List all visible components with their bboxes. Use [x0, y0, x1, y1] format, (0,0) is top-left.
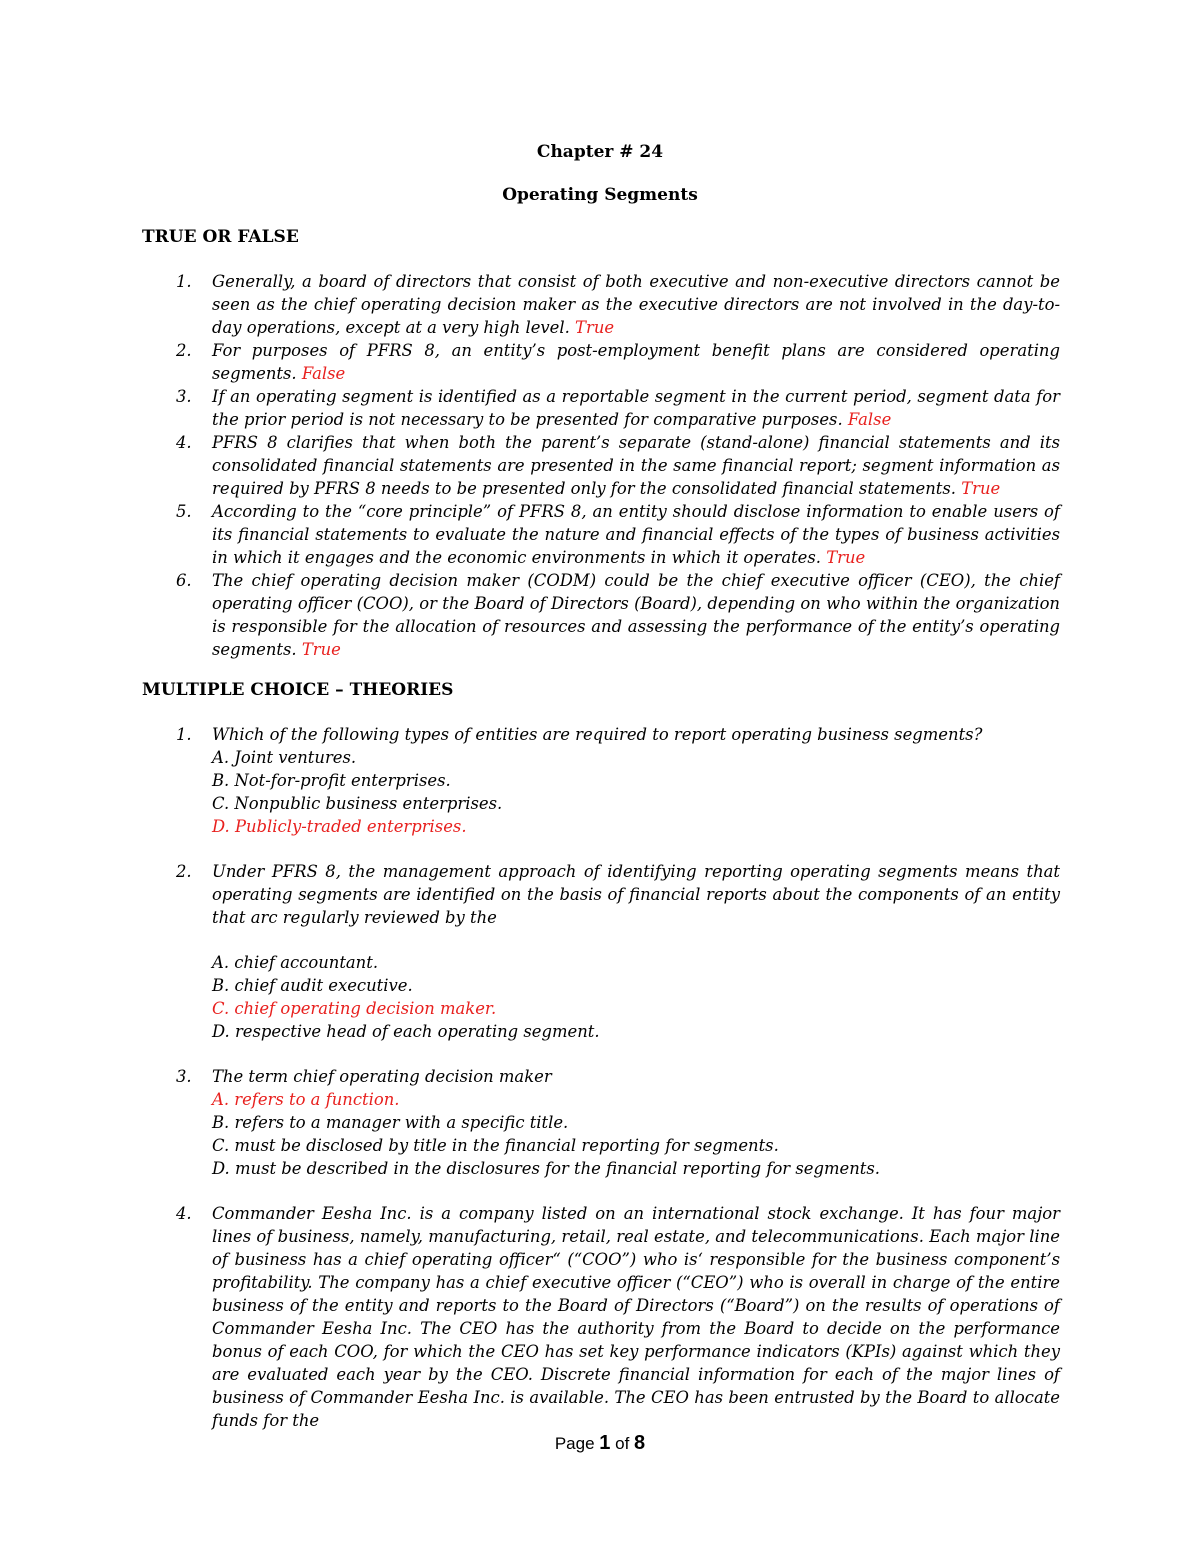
tf-answer: True	[301, 640, 341, 659]
tf-item: 2. For purposes of PFRS 8, an entity’s post-employment benefit plans are considered operating segments. False	[176, 341, 1060, 383]
tf-answer: True	[826, 548, 866, 567]
mc-question: 1. Which of the following types of entities are required to report operating business segments? A. Joint ventures. B. Not-for-profit enterprises. C. Nonpublic business enterprises. D. Publicly-traded enterprises.	[142, 723, 1060, 838]
mc-option: B. refers to a manager with a specific title.	[212, 1113, 569, 1132]
page-number: 1	[599, 1432, 611, 1454]
mc-option: A. Joint ventures.	[212, 748, 357, 767]
mc-option: D. must be described in the disclosures for the financial reporting for segments.	[212, 1159, 880, 1178]
mc-option: C. Nonpublic business enterprises.	[212, 794, 503, 813]
tf-item: 3. If an operating segment is identified as a reportable segment in the current period, segment data for the prior period is not necessary to be presented for comparative purposes. False	[176, 387, 1060, 429]
multiple-choice-list	[142, 723, 1060, 1432]
mc-option-correct: C. chief operating decision maker.	[212, 999, 497, 1018]
tf-answer: False	[847, 410, 892, 429]
tf-answer: True	[575, 318, 615, 337]
tf-answer: True	[961, 479, 1001, 498]
mc-option: D. respective head of each operating segment.	[212, 1022, 600, 1041]
mc-option: A. chief accountant.	[212, 953, 379, 972]
mc-option-correct: A. refers to a function.	[212, 1090, 400, 1109]
mc-question: 3. The term chief operating decision maker A. refers to a function. B. refers to a manager with a specific title. C. must be disclosed by title in the financial reporting for segments. D. must be described in the disclosures for the financial reporting for segments.	[142, 1065, 1060, 1180]
tf-item: 5. According to the “core principle” of PFRS 8, an entity should disclose information to enable users of its financial statements to evaluate the nature and financial effects of the types of business activities in which it engages and the economic environments in which it operates. True	[176, 502, 1060, 567]
mc-question: 2. Under PFRS 8, the management approach of identifying reporting operating segments means that operating segments are identified on the basis of financial reports about the components of an entity that arc regularly reviewed by the A. chief accountant. B. chief audit executive. C. chief operating decision maker. D. respective head of each operating segment.	[176, 862, 1060, 1041]
mc-option-correct: D. Publicly-traded enterprises.	[212, 817, 467, 836]
tf-answer: False	[301, 364, 346, 383]
page-total: 8	[634, 1432, 646, 1454]
mc-question: 4. Commander Eesha Inc. is a company listed on an international stock exchange. It has four major lines of business, namely, manufacturing, retail, real estate, and telecommunications. Each major line of business has a chief operating officer“ (“COO”) who is‘ responsible for the business component’s profitability. The company has a chief executive officer (“CEO”) who is overall in charge of the entire business of the entity and reports to the Board of Directors (“Board”) on the results of operations of Commander Eesha Inc. The CEO has the authority from the Board to decide on the performance bonus of each COO, for which the CEO has set key performance indicators (KPIs) against which they are evaluated each year by the CEO. Discrete financial information for each of the major lines of business of Commander Eesha Inc. is available. The CEO has been entrusted by the Board to allocate funds for the	[176, 1204, 1060, 1430]
tf-item: 1. Generally, a board of directors that consist of both executive and non-executive directors cannot be seen as the chief operating decision maker as the executive directors are not involved in the day-to-day operations, except at a very high level. True	[176, 272, 1060, 337]
multiple-choice-heading: MULTIPLE CHOICE – THEORIES	[142, 680, 454, 700]
chapter-subtitle: Operating Segments	[502, 185, 698, 205]
mc-option: B. Not-for-profit enterprises.	[212, 771, 451, 790]
page-footer: Page 1 of 8	[554, 1432, 646, 1454]
true-false-list	[142, 270, 1060, 661]
mc-option: B. chief audit executive.	[212, 976, 413, 995]
true-false-heading: TRUE OR FALSE	[142, 227, 299, 247]
tf-item: 4. PFRS 8 clarifies that when both the parent’s separate (stand-alone) financial statements and its consolidated financial statements are presented in the same financial report; segment information as required by PFRS 8 needs to be presented only for the consolidated financial statements. True	[176, 433, 1060, 498]
mc-option: C. must be disclosed by title in the financial reporting for segments.	[212, 1136, 779, 1155]
tf-item: 6. The chief operating decision maker (CODM) could be the chief executive officer (CEO), the chief operating officer (COO), or the Board of Directors (Board), depending on who within the organization is responsible for the allocation of resources and assessing the performance of the entity’s operating segments. True	[176, 571, 1060, 659]
chapter-title: Chapter # 24	[536, 142, 664, 162]
